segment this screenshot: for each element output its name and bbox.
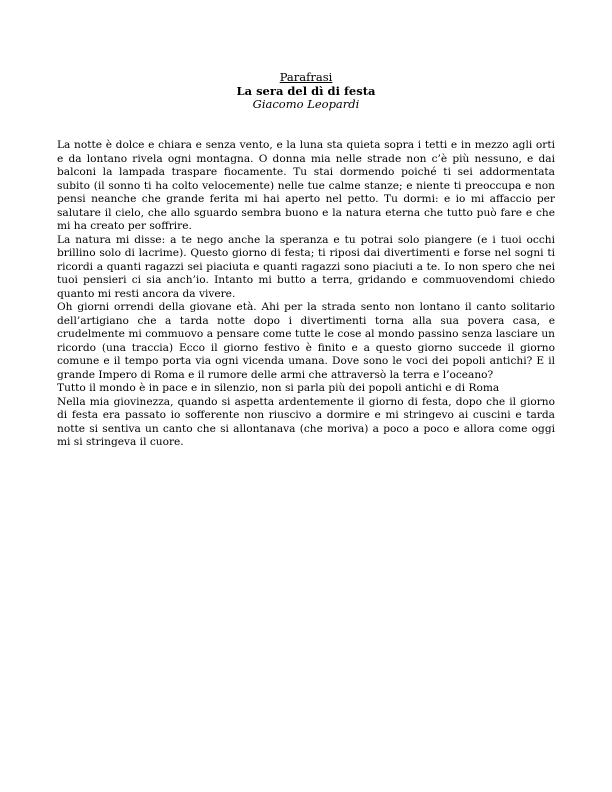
paragraph-2: La natura mi disse: a te nego anche la speranza e tu potrai solo piangere (e i tuoi occhi brillino solo di lacrime). Questo giorno di festa; ti riposi dai divertimenti e forse nel sogni ti ricordi a quanti ragazzi sei piaciuta e quanti ragazzi sono piaciuti a te. Io non spero che nei tuoi pensieri ci sia anch’io. Intanto mi butto a terra, gridando e commuovendomi chiedo quanto mi resti ancora da vivere. <box>57 233 555 300</box>
document-body <box>57 139 555 450</box>
document-title: La sera del dì di festa <box>236 83 376 98</box>
paragraph-1: La notte è dolce e chiara e senza vento, e la luna sta quieta sopra i tetti e in mezzo agli orti e da lontano rivela ogni montagna. O donna mia nelle strade non c’è più nessuno, e dai balconi la lampada traspare fiocamente. Tu stai dormendo poiché ti sei addormentata subito (il sonno ti ha colto velocemente) nelle tue calme stanze; e niente ti preoccupa e non pensi neanche che grande ferita mi hai aperto nel petto. Tu dormi: e io mi affaccio per salutare il cielo, che allo sguardo sembra buono e la natura eterna che tutto può fare e che mi ha creato per soffrire. <box>57 139 555 232</box>
document-header <box>0 71 612 112</box>
paragraph-4: Tutto il mondo è in pace e in silenzio, non si parla più dei popoli antichi e di Roma <box>57 382 500 394</box>
paragraph-3: Oh giorni orrendi della giovane età. Ahi per la strada sento non lontano il canto solitario dell’artigiano che a tarda notte dopo i divertimenti torna alla sua povera casa, e crudelmente mi commuovo a pensare come tutte le cose al mondo passino senza lasciare un ricordo (una traccia) Ecco il giorno festivo è finito e a questo giorno succede il giorno comune e il tempo porta via ogni vicenda umana. Dove sono le voci dei popoli antichi? E il grande Impero di Roma e il rumore delle armi che attraversò la terra e l’oceano? <box>57 301 555 381</box>
document-author: Giacomo Leopardi <box>252 97 360 111</box>
paragraph-5: Nella mia giovinezza, quando si aspetta ardentemente il giorno di festa, dopo che il giorno di festa era passato io sofferente non riuscivo a dormire e mi stringevo ai cuscini e tarda notte si sentiva un canto che si allontanava (che moriva) a poco a poco e allora come oggi mi si stringeva il cuore. <box>57 395 555 448</box>
section-label: Parafrasi <box>279 70 333 84</box>
